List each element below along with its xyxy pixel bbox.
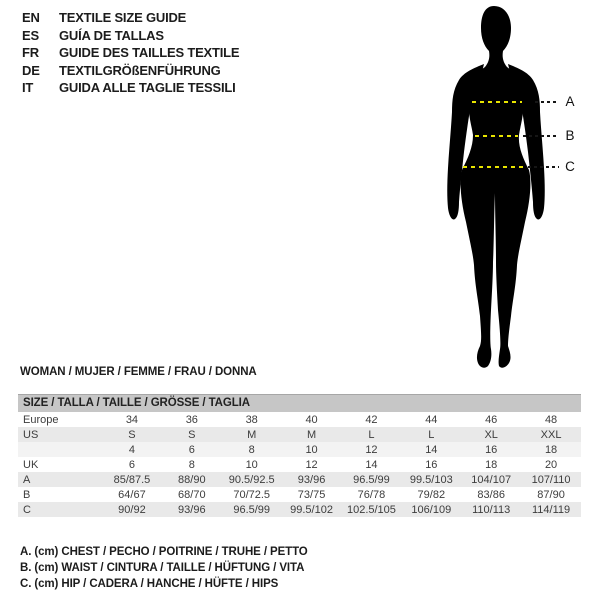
size-cell: M [247,428,257,441]
row-label: Europe [23,413,59,426]
language-row-it [22,79,239,97]
size-cell: 16 [425,458,438,471]
size-cell: 93/96 [178,503,206,516]
language-title: TEXTILE SIZE GUIDE [59,10,187,25]
size-cell: 88/90 [178,473,206,486]
size-cell: 6 [188,443,195,456]
size-cell: 12 [365,443,378,456]
chest-leader-line [535,101,559,103]
size-cell: 102.5/105 [346,503,396,516]
size-cell: 90/92 [118,503,146,516]
size-cell: 36 [185,413,198,426]
hip-measure-line [463,166,523,168]
hip-leader-line [528,166,559,168]
language-code: FR [22,45,39,60]
language-row-fr [22,44,239,62]
size-cell: XXL [540,428,562,441]
row-label: US [23,428,39,441]
size-cell: 114/119 [531,503,571,516]
language-row-en [22,9,239,27]
size-cell: S [188,428,196,441]
size-cell: 68/70 [178,488,206,501]
size-table-grid [18,412,581,517]
size-cell: 106/109 [411,503,452,516]
legend-waist: B. (cm) WAIST / CINTURA / TAILLE / HÜFTUNG / VITA [20,561,305,574]
size-cell: 20 [544,458,558,471]
row-label: B [23,488,31,501]
size-cell: 99.5/102 [290,503,333,516]
language-code: IT [22,80,34,95]
marker-c-label: C [565,159,575,174]
size-cell: 104/107 [471,473,512,486]
language-row-de [22,62,239,80]
size-cell: 8 [248,443,255,456]
language-title: TEXTILGRÖßENFÜHRUNG [59,62,221,78]
size-cell: 107/110 [531,473,571,486]
waist-measure-line [475,135,518,137]
row-label: UK [23,458,39,471]
table-row-europe [18,412,581,427]
size-cell: 44 [425,413,438,426]
row-label: A [23,473,31,486]
row-label [18,442,102,457]
legend-hip: C. (cm) HIP / CADERA / HANCHE / HÜFTE / HIPS [20,577,279,590]
language-row-es [22,27,239,45]
marker-b-label: B [565,128,575,143]
waist-leader-line [523,135,559,137]
size-cell: 6 [128,458,135,471]
size-cell: 85/87.5 [113,473,151,486]
size-cell: M [306,428,317,441]
size-cell: 16 [485,443,498,456]
size-cell: 90.5/92.5 [228,473,275,486]
size-cell: 99.5/103 [409,473,453,486]
language-title: GUIDA ALLE TAGLIE TESSILI [59,80,236,95]
size-cell: 8 [188,458,195,471]
size-cell: L [428,428,435,441]
size-cell: 14 [425,443,438,456]
measurement-legend [20,545,308,592]
size-cell: 79/82 [417,488,446,501]
size-cell: 93/96 [297,473,326,486]
table-row-uk [18,457,581,472]
size-cell: 96.5/99 [353,473,390,486]
language-code: EN [22,10,40,25]
size-cell: 73/75 [297,488,326,501]
size-cell: 14 [365,458,378,471]
size-cell: 40 [305,413,318,426]
body-measurement-figure [390,0,600,380]
size-cell: 10 [245,458,258,471]
size-cell: S [128,428,136,441]
size-cell: L [368,428,375,441]
legend-chest: A. (cm) CHEST / PECHO / POITRINE / TRUHE / PETTO [20,546,308,558]
table-row-hip [18,502,581,517]
size-cell: 64/67 [118,488,146,501]
size-cell: 10 [305,443,318,456]
size-cell: 4 [128,443,135,456]
silhouette-torso [461,6,531,368]
size-cell: XL [484,428,498,441]
chest-measure-line [472,101,522,103]
row-label: C [23,503,31,516]
size-cell: 38 [245,413,258,426]
size-cell: 70/72.5 [233,488,271,501]
table-row-us-numeric [18,442,581,457]
table-row-us [18,427,581,442]
woman-silhouette-image [390,0,600,380]
size-cell: 18 [544,443,558,456]
table-row-waist [18,487,581,502]
language-code: ES [22,27,39,43]
size-cell: 42 [365,413,378,426]
size-cell: 87/90 [537,488,565,501]
language-title: GUÍA DE TALLAS [59,27,164,43]
size-cell: 110/113 [472,503,511,516]
size-table-header: SIZE / TALLA / TAILLE / GRÖSSE / TAGLIA [18,394,581,412]
language-title: GUIDE DES TAILLES TEXTILE [59,45,240,60]
language-code: DE [22,62,40,78]
size-cell: 76/78 [357,488,386,501]
size-cell: 48 [544,413,558,426]
size-cell: 46 [485,413,498,426]
table-row-chest [18,472,581,487]
marker-a-label: A [565,94,575,109]
size-cell: 34 [125,413,139,426]
size-cell: 96.5/99 [233,503,271,516]
language-list [22,9,239,97]
size-cell: 18 [485,458,498,471]
size-cell: 12 [305,458,318,471]
size-cell: 83/86 [477,488,505,501]
table-title: WOMAN / MUJER / FEMME / FRAU / DONNA [20,366,257,378]
size-table [18,394,581,517]
